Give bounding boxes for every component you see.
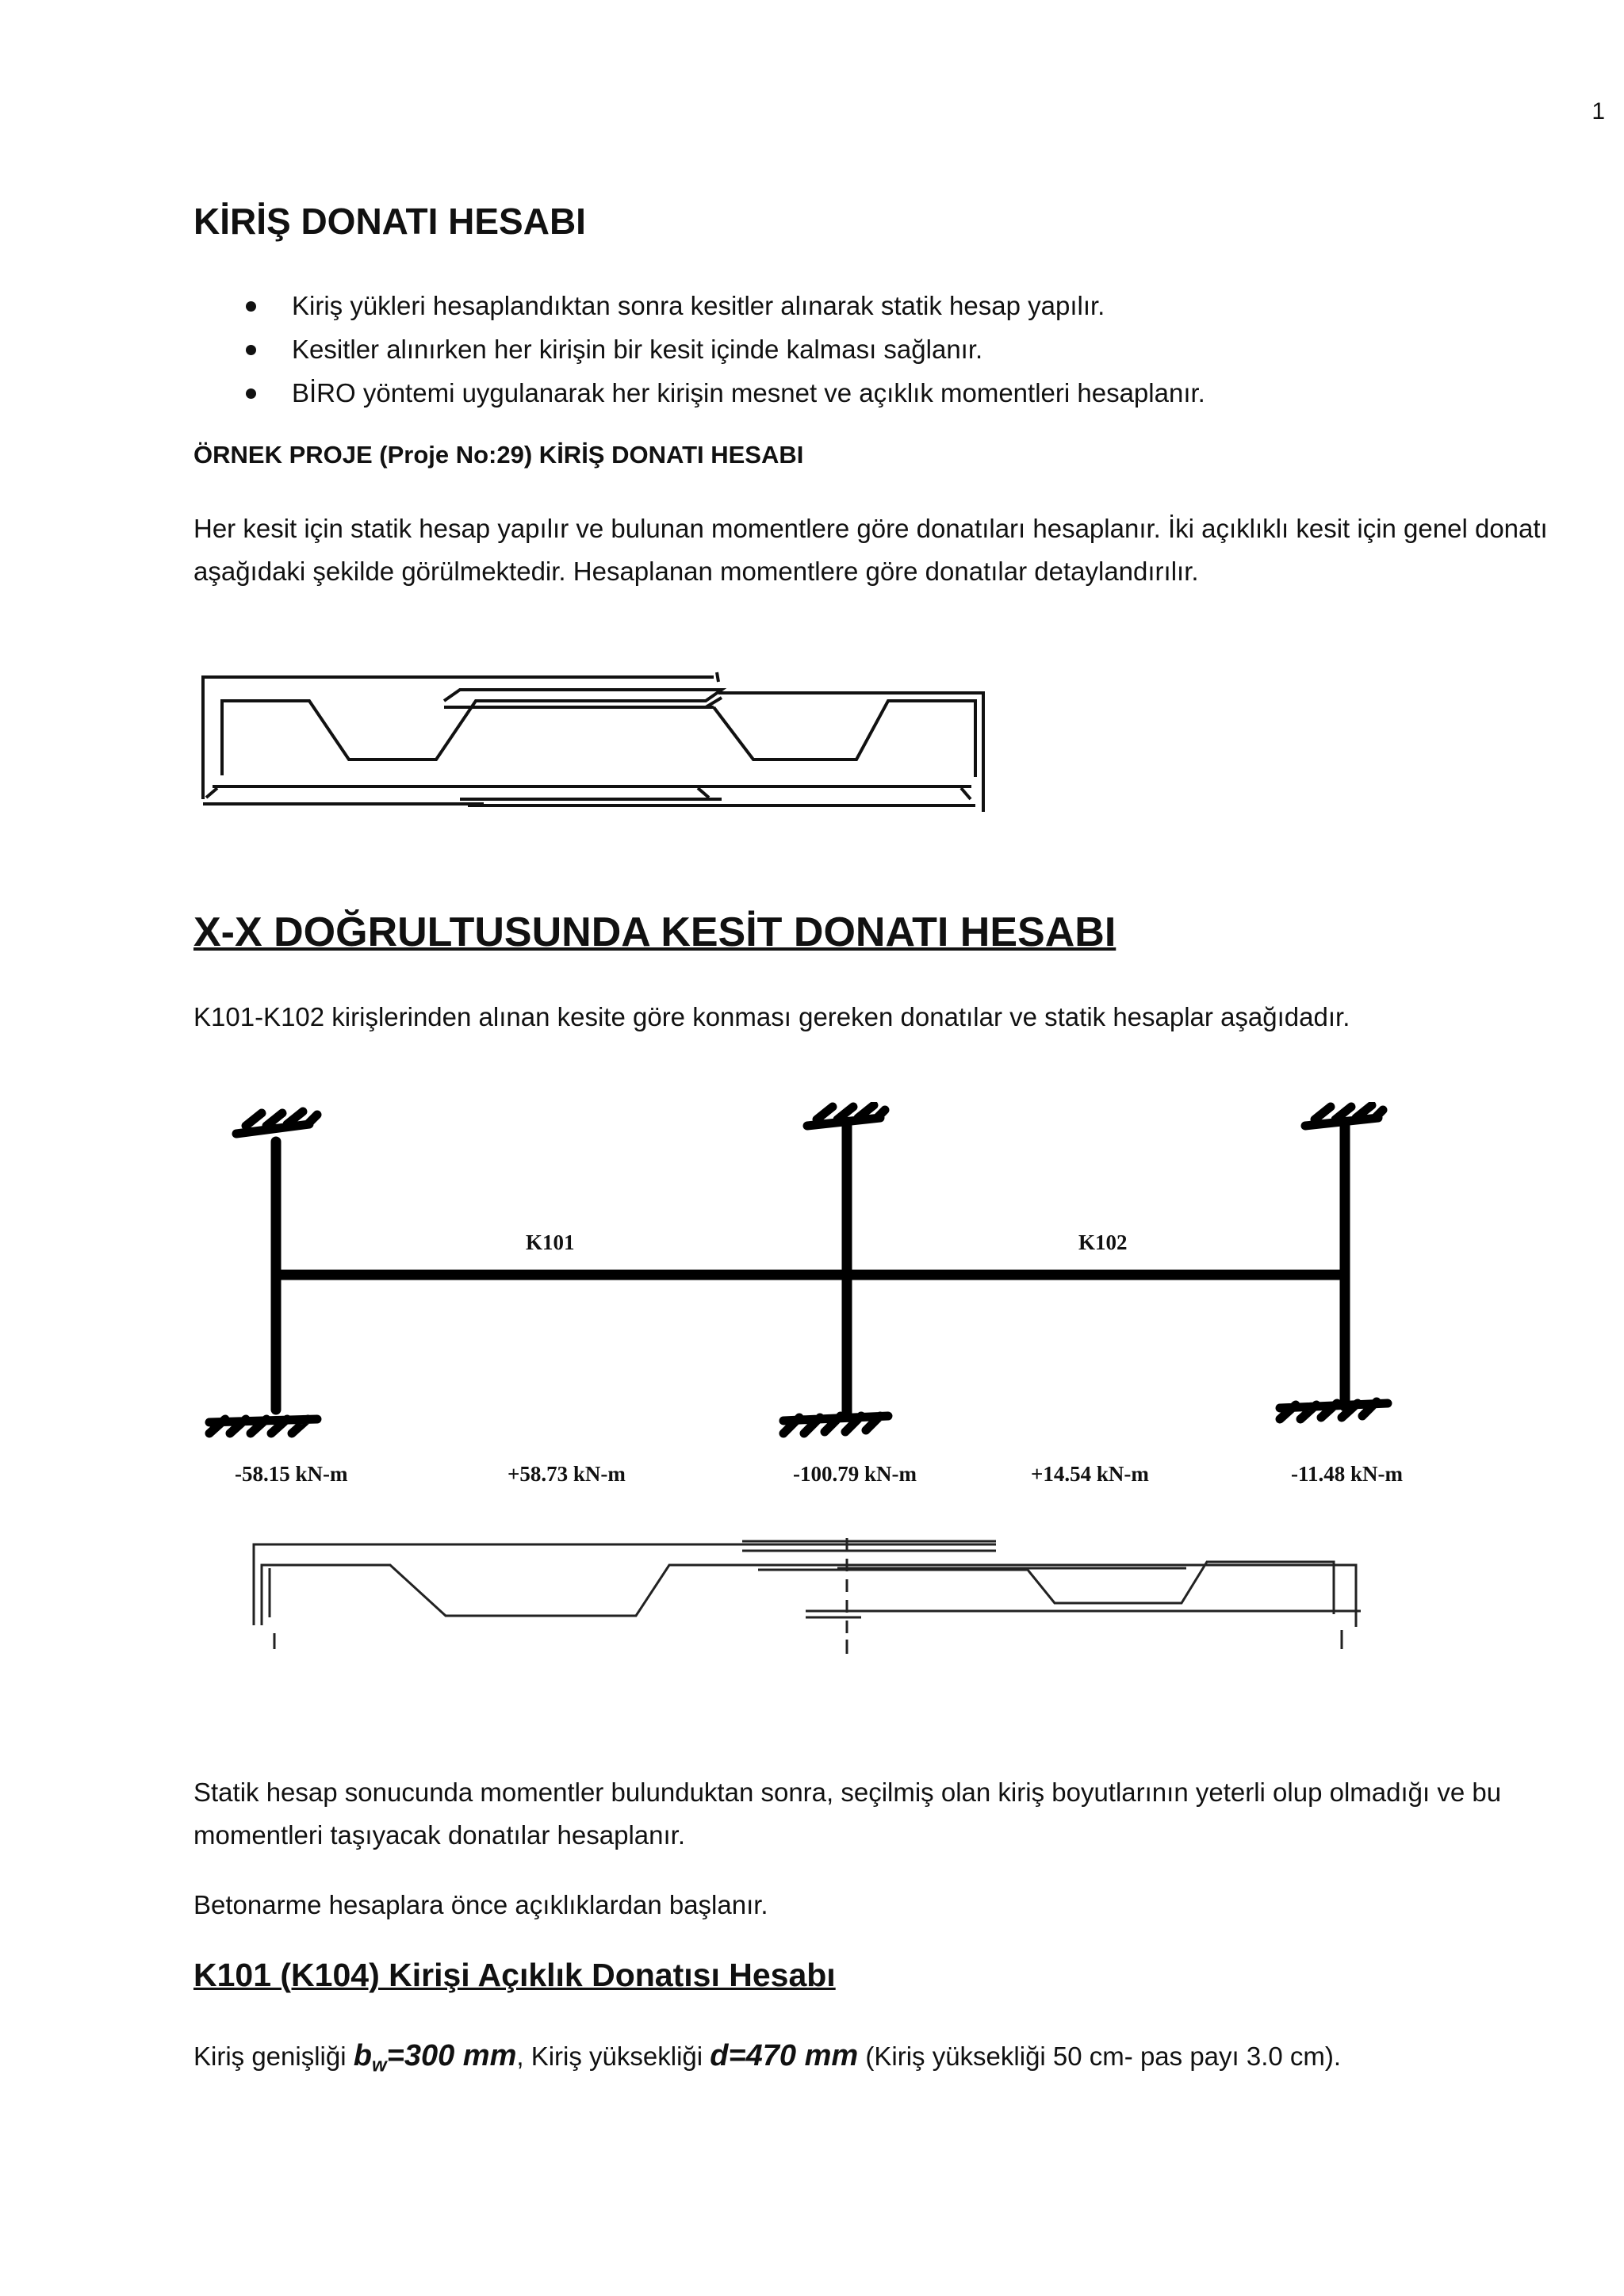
page-title: KİRİŞ DONATI HESABI [193,201,586,242]
list-item: Kiriş yükleri hesaplandıktan sonra kesitler alınarak statik hesap yapılır. [193,284,1205,327]
section-paragraph: K101-K102 kirişlerinden alınan kesite göre konması gereken donatılar ve statik hesaplar aşağıdadır. [193,1002,1350,1031]
list-item: Kesitler alınırken her kirişin bir kesit içinde kalması sağlanır. [193,327,1205,371]
frame-diagram [198,1102,1435,1451]
beam-label-k101: K101 [526,1230,575,1254]
moment-label: +58.73 kN-m [508,1462,626,1486]
list-item: BİRO yöntemi uygulanarak her kirişin mesnet ve açıklık momentleri hesaplanır. [193,371,1205,415]
fixed-support-icon [807,1105,885,1126]
moment-label: -11.48 kN-m [1291,1462,1403,1486]
beam-label-k102: K102 [1078,1230,1128,1254]
moment-label: -58.15 kN-m [235,1462,348,1486]
bullet-icon [246,301,256,312]
fixed-support-icon [209,1419,317,1433]
fixed-support-icon [1280,1402,1388,1419]
intro-paragraph: Her kesit için statik hesap yapılır ve bulunan momentlere göre donatıları hesaplanır. İki açıklıklı kesit için genel donatı aşağıdaki şekilde görülmektedir. Hesaplanan momentlere göre donatılar detaylandırılır. [193,514,1548,586]
moment-label: -100.79 kN-m [793,1462,917,1486]
bullet-icon [246,345,256,355]
subsection-heading: K101 (K104) Kirişi Açıklık Donatısı Hesabı [193,1957,836,1993]
fixed-support-icon [1305,1105,1383,1126]
dimensions-paragraph: Kiriş genişliği $b_w=300$ mm, Kiriş yüksekliği d=470 mm (Kiriş yüksekliği 50 cm- pas payı 3.0 cm). [193,2039,1342,2076]
bullet-list [193,284,1205,415]
example-heading: ÖRNEK PROJE (Proje No:29) KİRİŞ DONATI HESABI [193,441,804,469]
static-paragraph: Statik hesap sonucunda momentler bulunduktan sonra, seçilmiş olan kiriş boyutlarının yeterli olup olmadığı ve bu momentleri taşıyacak donatılar hesaplanır. [193,1777,1502,1850]
fixed-support-icon [236,1112,317,1134]
moment-label: +14.54 kN-m [1031,1462,1149,1486]
beam-reinforcement-detail [251,1538,1400,1657]
section-heading: X-X DOĞRULTUSUNDA KESİT DONATI HESABI [193,909,1116,955]
page-number: 1 [1591,98,1605,124]
reinforcement-sketch [198,666,991,817]
concrete-paragraph: Betonarme hesaplara önce açıklıklardan başlanır. [193,1890,768,1919]
fixed-support-icon [783,1416,888,1433]
bullet-icon [246,388,256,399]
